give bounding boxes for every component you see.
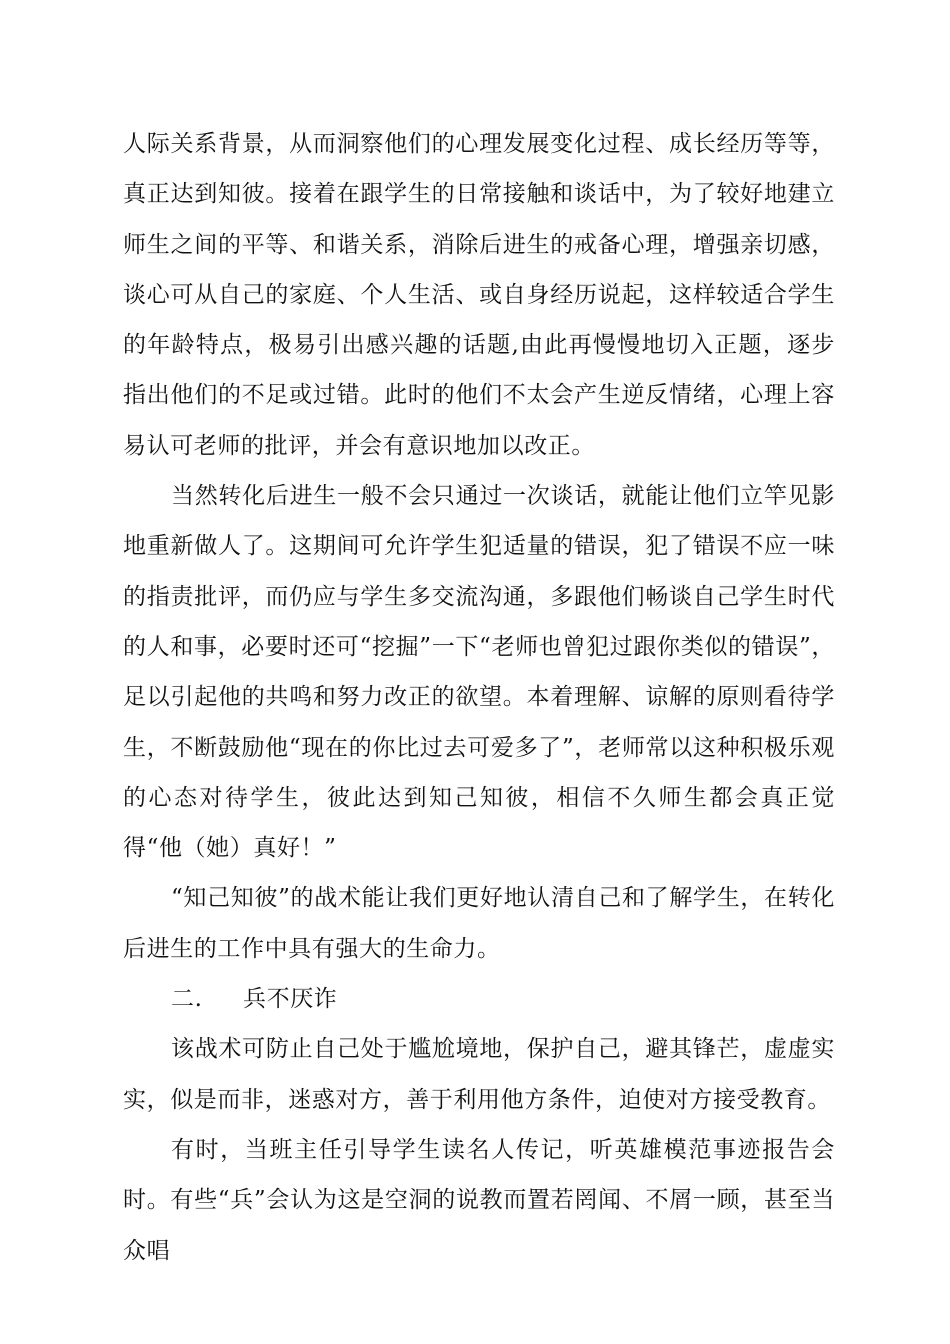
section-number: 二. — [171, 986, 203, 1013]
paragraph: 有时，当班主任引导学生读名人传记，听英雄模范事迹报告会时。有些“兵”会认为这是空洞的说教而置若罔闻、不屑一顾，甚至当众唱 — [123, 1136, 835, 1264]
body-text — [123, 119, 835, 1276]
paragraph-continued: 人际关系背景，从而洞察他们的心理发展变化过程、成长经历等等，真正达到知彼。接着在跟学生的日常接触和谈话中，为了较好地建立师生之间的平等、和谐关系，消除后进生的戒备心理，增强亲切感，谈心可从自己的家庭、个人生活、或自身经历说起，这样较适合学生的年龄特点，极易引出感兴趣的话题,由此再慢慢地切入正题，逐步指出他们的不足或过错。此时的他们不太会产生逆反情绪，心理上容易认可老师的批评，并会有意识地加以改正。 — [123, 131, 835, 459]
section-heading — [123, 974, 835, 1024]
paragraph: 该战术可防止自己处于尴尬境地，保护自己，避其锋芒，虚虚实实，似是而非，迷惑对方，善于利用他方条件，迫使对方接受教育。 — [123, 1036, 835, 1113]
paragraph: 当然转化后进生一般不会只通过一次谈话，就能让他们立竿见影地重新做人了。这期间可允许学生犯适量的错误，犯了错误不应一味的指责批评，而仍应与学生多交流沟通，多跟他们畅谈自己学生时代的人和事，必要时还可“挖掘”一下“老师也曾犯过跟你类似的错误”，足以引起他的共鸣和努力改正的欲望。本着理解、谅解的原则看待学生，不断鼓励他“现在的你比过去可爱多了”，老师常以这种积极乐观的心态对待学生，彼此达到知己知彼，相信不久师生都会真正觉得“他（她）真好！” — [123, 483, 835, 862]
paragraph: “知己知彼”的战术能让我们更好地认清自己和了解学生，在转化后进生的工作中具有强大的生命力。 — [123, 885, 835, 962]
section-title: 兵不厌诈 — [243, 986, 338, 1013]
